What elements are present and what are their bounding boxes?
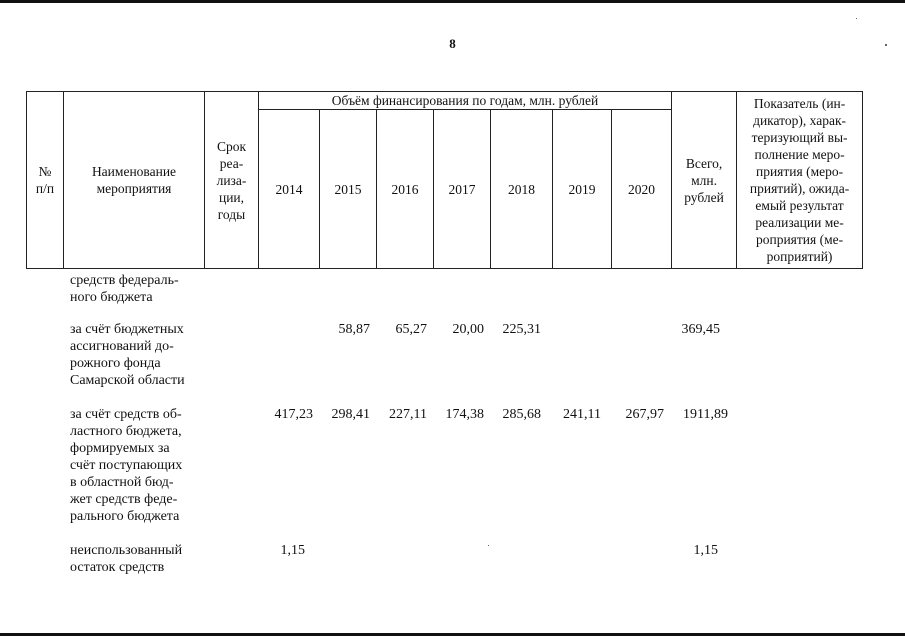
header-indicator-line-4: полнение меро- xyxy=(754,147,845,162)
row-label-line: средств федераль- xyxy=(70,273,179,288)
value-2020: 267,97 xyxy=(625,407,664,422)
header-year-2017: 2017 xyxy=(434,110,491,269)
header-year-2020: 2020 xyxy=(612,110,672,269)
header-indicator-line-6: приятий), ожида- xyxy=(749,181,850,196)
row-label-line: ластного бюджета, xyxy=(70,424,182,439)
header-term-line-2: реа- xyxy=(219,155,244,171)
value-2019: 241,11 xyxy=(563,407,601,422)
header-table xyxy=(26,91,863,269)
header-indicator-line-9: роприятия (ме- xyxy=(755,232,844,247)
page-number: 8 xyxy=(449,36,456,51)
header-indicator-line-5: приятия (меро- xyxy=(755,164,844,179)
header-number xyxy=(27,92,64,269)
value-2015: 58,87 xyxy=(338,322,370,337)
row-label-line: ного бюджета xyxy=(70,290,153,305)
header-total-line-3: рублей xyxy=(684,189,724,205)
row-label-line: в областной бюд- xyxy=(70,475,174,490)
row-label-line: рожного фонда xyxy=(70,356,161,371)
row-label-line: жет средств феде- xyxy=(70,492,178,507)
header-indicator-line-7: емый результат xyxy=(755,198,844,213)
header-indicator-line-10: роприятий) xyxy=(766,249,833,264)
header-name xyxy=(64,92,205,269)
row-label-line: рального бюджета xyxy=(70,509,180,524)
row-label-line: ассигнований до- xyxy=(70,339,174,354)
scan-speck xyxy=(856,18,857,19)
top-rule xyxy=(0,0,905,3)
value-2014: 417,23 xyxy=(274,407,313,422)
row-label xyxy=(70,542,210,576)
row-label-line: Самарской области xyxy=(70,373,185,388)
header-funding-span: Объём финансирования по годам, млн. рублей xyxy=(259,92,672,110)
header-indicator-line-1: Показатель (ин- xyxy=(753,96,846,111)
value-2017: 174,38 xyxy=(445,407,484,422)
value-2016: 227,11 xyxy=(389,407,427,422)
header-total-line-1: Всего, xyxy=(685,155,723,171)
value-2014: 1,15 xyxy=(280,543,305,558)
value-2018: 225,31 xyxy=(502,322,541,337)
value-2018: 285,68 xyxy=(502,407,541,422)
header-total-line-2: млн. xyxy=(691,172,717,188)
scan-speck xyxy=(885,44,887,46)
row-label-line: остаток средств xyxy=(70,560,165,575)
header-year-2014: 2014 xyxy=(259,110,320,269)
bottom-rule xyxy=(0,633,905,636)
row-label xyxy=(70,406,210,525)
row-label xyxy=(70,272,210,306)
header-term-line-4: ции, xyxy=(218,189,245,205)
row-label xyxy=(70,321,210,389)
header-number-line-1: № xyxy=(38,164,52,179)
value-2017: 20,00 xyxy=(452,322,484,337)
header-name-line-1: Наименование xyxy=(91,164,177,179)
header-term-line-3: лиза- xyxy=(216,172,247,188)
header-term-line-5: годы xyxy=(217,206,246,222)
header-indicator xyxy=(737,92,863,269)
header-year-2015: 2015 xyxy=(320,110,377,269)
header-name-line-2: мероприятия xyxy=(96,181,172,196)
value-total: 1911,89 xyxy=(683,407,728,422)
header-indicator-line-2: дикатор), харак- xyxy=(753,113,847,128)
value-2015: 298,41 xyxy=(331,407,370,422)
header-number-line-2: п/п xyxy=(35,181,55,196)
row-label-line: неиспользованный xyxy=(70,543,183,558)
value-total: 1,15 xyxy=(693,543,718,558)
row-label-line: за счёт средств об- xyxy=(70,407,182,422)
header-total xyxy=(672,92,737,269)
row-label-line: за счёт бюджетных xyxy=(70,322,184,337)
row-label-line: формируемых за xyxy=(70,441,170,456)
header-indicator-line-3: теризующий вы- xyxy=(751,130,848,145)
value-total: 369,45 xyxy=(681,322,720,337)
scan-speck xyxy=(488,545,489,546)
header-term-line-1: Срок xyxy=(216,138,247,154)
header-term xyxy=(205,92,259,269)
header-year-2016: 2016 xyxy=(377,110,434,269)
header-year-2019: 2019 xyxy=(553,110,612,269)
header-indicator-line-8: реализации ме- xyxy=(755,215,844,230)
row-label-line: счёт поступающих xyxy=(70,458,183,473)
value-2016: 65,27 xyxy=(395,322,427,337)
header-year-2018: 2018 xyxy=(491,110,553,269)
